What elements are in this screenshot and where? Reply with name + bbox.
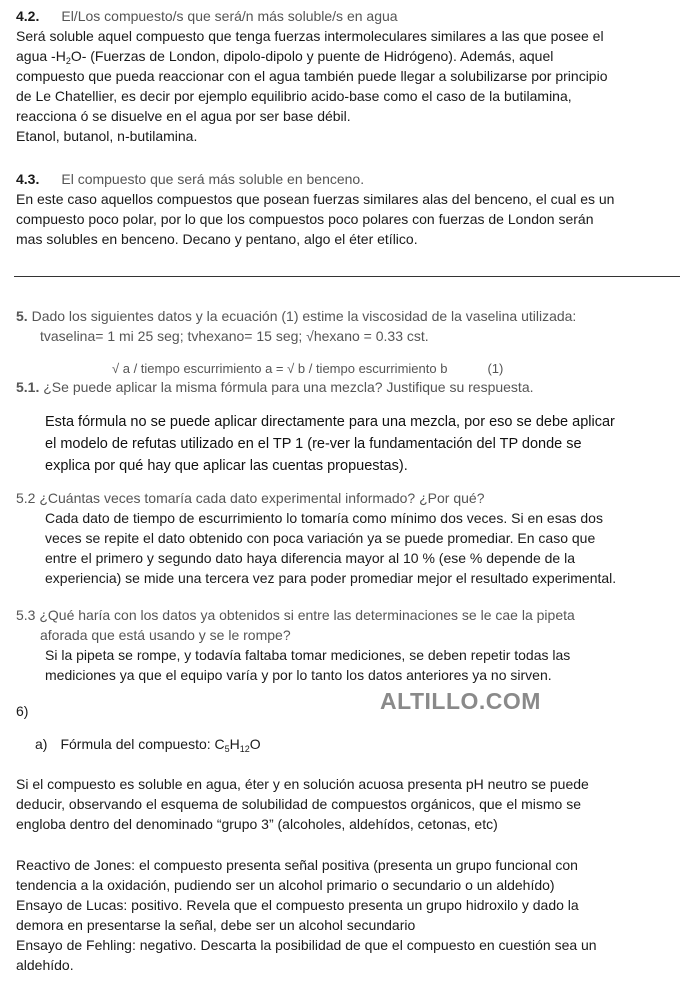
question-5-3: [16, 605, 682, 685]
section-title: El/Los compuesto/s que será/n más soluble/s en agua: [61, 8, 398, 24]
equation-text: √ a / tiempo escurrimiento a = √ b / tiempo escurrimiento b: [112, 361, 448, 376]
answer-line: el modelo de refutas utilizado en el TP 1 (re-ver la fundamentación del TP donde se: [45, 436, 582, 452]
paragraph-solubility: [16, 774, 682, 834]
body-line: Reactivo de Jones: el compuesto presenta señal positiva (presenta un grupo funcional con: [16, 857, 578, 873]
question-5: [16, 306, 682, 346]
section-4-3: [16, 169, 682, 249]
answer-line: entre el primero y segundo dato haya diferencia mayor al 10 % (ese % depende de la: [45, 550, 575, 566]
body-line: mas solubles en benceno. Decano y pentano, algo el éter etílico.: [16, 231, 418, 247]
answer-line: veces se repite el dato obtenido con poca variación ya se puede promediar. En caso que: [45, 530, 596, 546]
question-text: 5.1. ¿Se puede aplicar la misma fórmula para una mezcla? Justifique su respuesta.: [16, 379, 534, 395]
question-text: 5.2 ¿Cuántas veces tomaría cada dato experimental informado? ¿Por qué?: [16, 490, 485, 506]
section-4-2: [16, 6, 682, 146]
body-line: aldehído.: [16, 957, 74, 973]
body-line: Ensayo de Lucas: positivo. Revela que el compuesto presenta un grupo hidroxilo y dado la: [16, 897, 579, 913]
body-line: compuesto poco polar, por lo que los compuestos poco polares con fuerzas de London serán: [16, 211, 594, 227]
section-number: 4.3.: [16, 171, 40, 187]
body-line: de Le Chatellier, es decir por ejemplo equilibrio acido-base como el caso de la butilamina,: [16, 88, 572, 104]
body-line: Será soluble aquel compuesto que tenga fuerzas intermoleculares similares a las que posee el: [16, 28, 604, 44]
body-line: engloba dentro del denominado “grupo 3” (alcoholes, aldehídos, cetonas, etc): [16, 816, 498, 832]
formula-text: Fórmula del compuesto: C: [60, 736, 225, 752]
question-5-2: [16, 488, 682, 588]
answer-line: experiencia) se mide una tercera vez para poder promediar mejor el resultado experimental.: [45, 570, 617, 586]
answer-line: Cada dato de tiempo de escurrimiento lo tomaría como mínimo dos veces. Si en esas dos: [45, 510, 603, 526]
formula-line: a) Fórmula del compuesto: $C_5H_{12}O$: [35, 736, 261, 754]
section-heading: [16, 6, 682, 26]
body-line: reacciona ó se disuelve en el agua por ser base débil.: [16, 108, 351, 124]
item-label: a): [35, 736, 48, 752]
section-heading: [16, 169, 682, 189]
question-6: [16, 701, 682, 721]
body-line: demora en presentarse la señal, debe ser un alcohol secundario: [16, 917, 416, 933]
answer-line: mediciones ya que el equipo varía y por lo tanto los datos anteriores ya no sirven.: [45, 667, 552, 683]
body-line: tendencia a la oxidación, pudiendo ser un alcohol primario o secundario o un aldehído): [16, 877, 555, 893]
question-text: 5.3 ¿Qué haría con los datos ya obtenidos si entre las determinaciones se le cae la pipeta: [16, 607, 575, 623]
answer-line: explica por qué hay que aplicar las cuentas propuestas).: [45, 458, 408, 474]
horizontal-divider: [14, 276, 680, 277]
equation-number: (1): [487, 361, 504, 376]
question-text: 5. Dado los siguientes datos y la ecuación (1) estime la viscosidad de la vaselina utilizada:: [16, 308, 577, 324]
paragraph-tests: [16, 855, 682, 975]
section-number: 4.2.: [16, 8, 40, 24]
body-line: compuesto que pueda reaccionar con el agua también puede llegar a solubilizarse por principio: [16, 68, 608, 84]
body-line: agua $-H_2O-$ (Fuerzas de London, dipolo-dipolo y puente de Hidrógeno). Además, aquel: [16, 48, 554, 66]
body-line: deducir, observando el esquema de solubilidad de compuestos orgánicos, que el mismo se: [16, 796, 582, 812]
question-text: aforada que está usando y se le rompe?: [40, 627, 291, 643]
given-data: tvaselina= 1 mi 25 seg; tvhexano= 15 seg; √hexano = 0.33 cst.: [40, 328, 429, 344]
question-number: 6): [16, 703, 29, 719]
answer-line: Etanol, butanol, n-butilamina.: [16, 128, 198, 144]
question-5-1: [16, 377, 682, 397]
body-line: Ensayo de Fehling: negativo. Descarta la posibilidad de que el compuesto en cuestión sea un: [16, 937, 597, 953]
answer-line: Si la pipeta se rompe, y todavía faltaba tomar mediciones, se deben repetir todas las: [45, 647, 571, 663]
answer-line: Esta fórmula no se puede aplicar directamente para una mezcla, por eso se debe aplicar: [45, 414, 615, 430]
section-title: El compuesto que será más soluble en benceno.: [61, 171, 365, 187]
body-line: Si el compuesto es soluble en agua, éter y en solución acuosa presenta pH neutro se puede: [16, 776, 589, 792]
answer-5-1: [45, 411, 685, 477]
body-line: En este caso aquellos compuestos que posean fuerzas similares alas del benceno, el cual es un: [16, 191, 615, 207]
watermark-logo: ALTILLO.COM: [380, 688, 541, 714]
equation-1: [112, 361, 503, 376]
